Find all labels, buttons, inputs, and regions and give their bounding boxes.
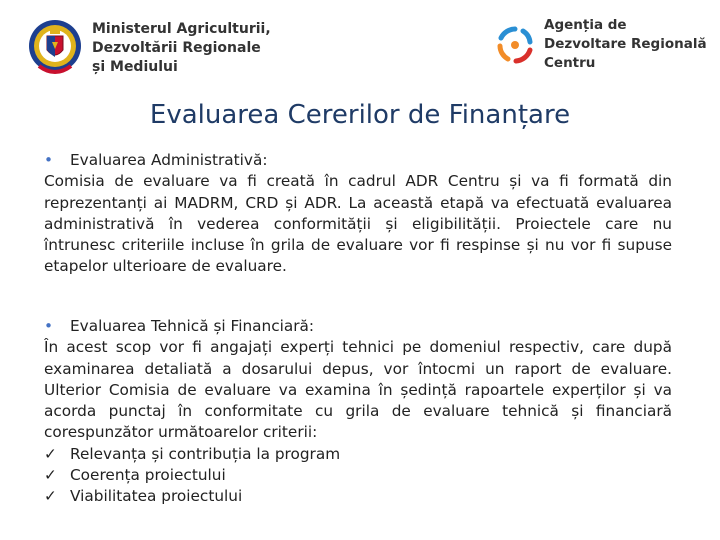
checkmark-icon: ✓ <box>44 466 57 485</box>
agency-line-2: Dezvoltare Regională <box>544 36 707 52</box>
section-paragraph: În acest scop vor fi angajați experți tehnici pe domeniul respectiv, care după examinarea detaliată a dosarului depus, vor întocmi un raport de evaluare. Ulterior Comisia de evaluare va examina în ședință rapoartele experților și va acorda punctaj în conformitate cu grila de evaluare tehnică și financiară corespunzător următoarelor criterii: <box>44 338 672 442</box>
adr-swirl-icon <box>496 26 534 64</box>
ministry-line-3: și Mediului <box>92 58 178 75</box>
criteria-text: Coerența proiectului <box>70 466 226 485</box>
criteria-text: Relevanța și contribuția la program <box>70 444 341 463</box>
section-heading <box>44 150 672 171</box>
agency-name <box>544 16 707 73</box>
agency-line-3: Centru <box>544 55 596 71</box>
criteria-item <box>44 465 672 486</box>
checkmark-icon: ✓ <box>44 487 57 506</box>
bullet-icon: • <box>44 317 54 335</box>
agency-line-1: Agenția de <box>544 17 627 33</box>
checkmark-icon: ✓ <box>44 444 57 463</box>
ministry-line-1: Ministerul Agriculturii, <box>92 20 271 37</box>
criteria-item <box>44 444 672 465</box>
ministry-line-2: Dezvoltării Regionale <box>92 39 261 56</box>
ministry-name <box>92 20 271 77</box>
section-heading-text: Evaluarea Tehnică și Financiară: <box>70 317 315 335</box>
section-paragraph: Comisia de evaluare va fi creată în cadrul ADR Centru și va fi formată din reprezentanți ai MADRM, CRD și ADR. La această etapă va efectuată evaluarea administrativă în vederea conformității și eligibilității. Proiectele care nu întrunesc criteriile incluse în grila de evaluare vor fi respinse și nu vor fi supuse etapelor ulterioare de evaluare. <box>44 172 672 276</box>
coat-of-arms-icon <box>28 16 82 80</box>
criteria-text: Viabilitatea proiectului <box>70 487 243 506</box>
section-administrative <box>44 150 672 278</box>
criteria-item <box>44 486 672 507</box>
page-title: Evaluarea Cererilor de Finanțare <box>149 100 571 130</box>
bullet-icon: • <box>44 151 54 169</box>
section-heading <box>44 316 672 337</box>
section-heading-text: Evaluarea Administrativă: <box>70 151 268 169</box>
section-technical-financial <box>44 316 672 508</box>
agency-logo <box>496 16 707 73</box>
ministry-logo <box>28 16 271 80</box>
